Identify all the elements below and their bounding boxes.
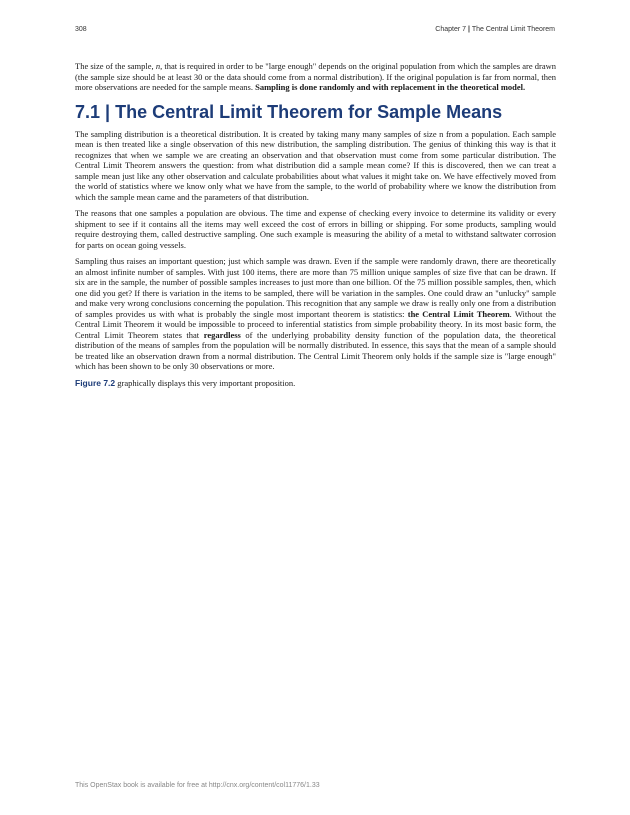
page-footer: This OpenStax book is available for free at http://cnx.org/content/col11776/1.33	[75, 782, 320, 789]
clt-term: the Central Limit Theorem	[407, 308, 510, 319]
running-head	[435, 26, 555, 33]
header-separator: |	[466, 26, 472, 33]
page-number: 308	[75, 26, 87, 33]
chapter-label: Chapter 7	[435, 26, 467, 33]
regardless-term: regardless	[203, 329, 241, 340]
variable-n: n	[155, 61, 161, 71]
section-heading	[75, 101, 556, 123]
paragraph-figure-ref: Figure 7.2 graphically displays this very important proposition.	[75, 377, 296, 388]
section-title-text: The Central Limit Theorem for Sample Means	[115, 101, 503, 122]
chapter-title: The Central Limit Theorem	[471, 26, 555, 33]
section-number: 7.1	[75, 101, 101, 122]
body-content	[75, 61, 556, 394]
intro-paragraph: The size of the sample, n, that is required in order to be "large enough" depends on the original population from which the samples are drawn (the sample size should be at least 30 or the data should come from a normal distribution). If the original population is far from normal, then more observations are needed for the sample means. Sampling is done randomly and with replacement in the theoretical model.	[75, 61, 556, 92]
paragraph-clt: Sampling thus raises an important question; just which sample was drawn. Even if the sample were randomly drawn, there are theoretically an almost infinite number of samples. With just 100 items, there are more than 75 million unique samples of size five that can be drawn. If six are in the sample, the number of possible samples increases to just more than one billion. Of the 75 million possible samples, then, which one did you get? If there is variation in the items to be sampled, there will be variation in the samples. One could draw an "unlucky" sample and make very wrong conclusions concerning the population. This recognition that any sample we draw is really only one from a distribution of samples provides us with what is probably the single most important theorem is statistics: the Central Limit Theorem. Without the Central Limit Theorem it would be impossible to proceed to inferential statistics from simple probability theory. In its most basic form, the Central Limit Theorem states that regardless of the underlying probability density function of the population data, the theoretical distribution of the means of samples from the population will be normally distributed. In essence, this says that the mean of a sample should be treated like an observation drawn from a normal distribution. The Central Limit Theorem only holds if the sample size is "large enough" which has been shown to be only 30 observations or more.	[75, 256, 557, 371]
paragraph-reasons: The reasons that one samples a population are obvious. The time and expense of checking every invoice to determine its validity or every shipment to see if it contains all the items may well exceed the cost of errors in billing or shipping. For some products, sampling would require destroying them, called destructive sampling. One such example is measuring the ability of a metal to withstand saltwater corrosion for parts on ocean going vessels.	[75, 208, 556, 250]
figure-link[interactable]: Figure 7.2	[75, 377, 116, 388]
page-header	[75, 26, 555, 33]
section-separator: |	[100, 101, 116, 122]
paragraph-sampling-distribution: The sampling distribution is a theoretical distribution. It is created by taking many many samples of size n from a population. Each sample mean is then treated like a single observation of this new distribution, the sampling distribution. The genius of thinking this way is that it recognizes that when we sample we are creating an observation and that observation must come from some particular distribution. The Central Limit Theorem answers the question: from what distribution did a sample mean come? If this is discovered, then we can treat a sample mean just like any other observation and calculate probabilities about what values it might take on. We have effectively moved from the world of statistics where we know only what we have from the sample, to the world of probability where we know the distribution from which the sample mean came and the parameters of that distribution.	[75, 128, 556, 202]
intro-emphasis: Sampling is done randomly and with replacement in the theoretical model.	[255, 82, 526, 92]
